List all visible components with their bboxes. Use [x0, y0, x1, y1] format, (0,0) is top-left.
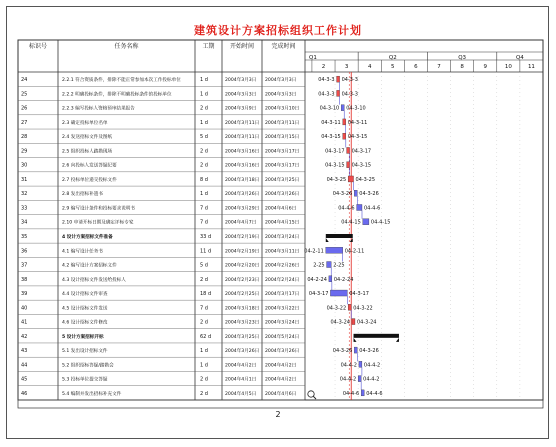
cell-start: 2004年3月18日: [225, 177, 260, 183]
bar-finish-label: 04-4-15: [370, 219, 391, 226]
cell-duration: 1 d: [200, 77, 208, 84]
bar-start-label: 04-3-17: [325, 148, 345, 155]
header-task: 任务名称: [114, 43, 139, 50]
cell-duration: 2 d: [200, 105, 208, 112]
cell-id: 36: [21, 248, 28, 255]
cell-start: 2004年3月26日: [225, 349, 260, 355]
cell-start: 2004年2月23日: [225, 277, 260, 283]
cell-task-name: 2.6 向投标人发送答疑纪要: [62, 163, 117, 169]
month-label: 2: [321, 64, 326, 70]
quarter-label: Q2: [388, 55, 397, 61]
cell-start: 2004年3月11日: [225, 120, 260, 126]
bar-finish-label: 04-3-3: [341, 77, 358, 84]
month-label: 7: [437, 64, 441, 70]
cell-task-name: 2.4 发送招标文件及图纸: [62, 135, 113, 141]
bar-start-label: 04-3-11: [321, 119, 341, 126]
month-label: 11: [527, 64, 535, 70]
cell-task-name: 5 设计方案招标开标: [62, 334, 104, 340]
bar-finish-label: 04-3-15: [347, 134, 368, 141]
task-bar: [361, 390, 364, 396]
task-bar: [363, 219, 369, 225]
bar-finish-label: 04-3-17: [349, 291, 369, 298]
cell-task-name: 5.1 发出设计招标文件: [62, 349, 108, 355]
cell-start: 2004年2月19日: [225, 235, 260, 240]
cell-start: 2004年4月5日: [225, 391, 257, 397]
task-bar: [359, 361, 362, 367]
bar-start-label: 04-3-26: [332, 348, 353, 355]
cell-start: 2004年4月1日: [225, 377, 257, 383]
cell-start: 2004年3月29日: [225, 206, 260, 212]
month-label: 10: [504, 64, 512, 70]
cell-finish: 2004年3月17日: [265, 292, 300, 298]
cell-id: 29: [21, 148, 28, 155]
bar-finish-label: 04-2-24: [333, 276, 354, 283]
cell-finish: 2004年3月10日: [265, 106, 300, 112]
cell-duration: 2 d: [200, 390, 208, 397]
bar-start-label: 04-3-24: [330, 319, 350, 326]
cell-start: 2004年3月26日: [225, 192, 260, 198]
bar-start-label: 04-4-15: [341, 219, 361, 226]
summary-bar: [354, 334, 399, 338]
cell-finish: 2004年3月24日: [265, 320, 300, 326]
cell-start: 2004年2月20日: [225, 263, 260, 269]
cell-finish: 2004年3月15日: [265, 135, 300, 141]
cell-start: 2004年3月25日: [225, 334, 260, 340]
cell-id: 43: [21, 348, 28, 355]
bar-start-label: 04-4-2: [339, 376, 357, 383]
header-id: 标识号: [28, 43, 48, 50]
task-bar: [352, 319, 355, 325]
cell-id: 31: [21, 176, 28, 183]
cell-task-name: 2.2.3 编写投标人资格预审结果报告: [62, 106, 135, 112]
bar-finish-label: 04-3-26: [359, 348, 379, 355]
bar-start-label: 04-3-22: [326, 305, 347, 312]
cell-finish: 2004年3月26日: [265, 349, 300, 355]
month-label: 3: [344, 64, 349, 70]
cell-duration: 33 d: [200, 234, 212, 240]
cell-id: 25: [21, 91, 28, 98]
cell-finish: 2004年2月24日: [265, 277, 300, 283]
task-bar: [341, 105, 344, 111]
bar-finish-label: 04-4-2: [363, 362, 381, 369]
cell-id: 39: [21, 291, 28, 298]
page-number: 2: [275, 410, 281, 419]
bar-start-label: 04-3-17: [308, 291, 329, 298]
task-bar: [327, 262, 332, 268]
cell-start: 2004年4月7日: [225, 220, 257, 226]
summary-bar-end-cap: [396, 338, 399, 342]
bar-finish-label: 04-2-11: [344, 248, 365, 255]
bar-finish-label: 04-3-22: [353, 305, 373, 312]
bar-start-label: 04-3-15: [321, 134, 341, 141]
cell-duration: 2 d: [200, 162, 208, 169]
bar-finish-label: 04-3-24: [356, 319, 377, 326]
cell-finish: 2004年3月24日: [265, 235, 300, 240]
month-label: 6: [414, 64, 418, 70]
cell-start: 2004年2月19日: [225, 249, 260, 255]
cell-id: 30: [21, 162, 28, 169]
cell-start: 2004年3月16日: [225, 149, 260, 155]
cell-duration: 2 d: [200, 319, 208, 326]
bar-finish-label: 2-25: [333, 262, 345, 269]
bar-start-label: 04-4-2: [340, 362, 357, 369]
cell-finish: 2004年3月17日: [265, 163, 300, 169]
cell-task-name: 5.2 组织招标答疑/踏勘会: [62, 363, 114, 369]
bar-finish-label: 04-3-15: [351, 162, 372, 169]
cell-finish: 2004年5月24日: [265, 334, 300, 340]
task-bar: [343, 119, 346, 125]
cell-finish: 2004年3月3日: [265, 92, 297, 98]
bar-finish-label: 04-4-2: [363, 376, 380, 383]
cell-duration: 62 d: [200, 333, 212, 340]
bar-finish-label: 04-3-25: [355, 176, 376, 183]
cell-id: 33: [21, 205, 28, 212]
cell-id: 37: [21, 262, 28, 269]
task-bar: [330, 290, 347, 296]
bar-start-label: 04-2-24: [307, 276, 327, 283]
cell-task-name: 2.2.1 符合资质条件，排除不能正常参加本次工作投标单位: [62, 78, 181, 84]
cell-task-name: 2.5 组织投标人踏勘现场: [62, 149, 113, 155]
task-bar: [337, 90, 340, 96]
task-bar: [357, 204, 362, 210]
zoom-icon-handle: [313, 396, 316, 399]
cell-task-name: 5.4 编制并发出招标补充文件: [62, 391, 122, 397]
cell-duration: 1 d: [200, 362, 208, 369]
cell-id: 34: [21, 219, 28, 226]
cell-start: 2004年2月25日: [225, 292, 260, 298]
task-bar: [326, 247, 343, 253]
cell-id: 24: [21, 77, 28, 84]
header-start: 开始时间: [229, 43, 255, 50]
bar-start-label: 04-4-6: [342, 390, 360, 397]
summary-bar: [326, 234, 353, 238]
month-label: 5: [391, 64, 395, 70]
cell-duration: 1 d: [200, 191, 208, 198]
cell-task-name: 4.4 设计招标文件审查: [62, 292, 108, 298]
cell-duration: 2 d: [200, 148, 208, 155]
cell-finish: 2004年3月25日: [265, 177, 300, 183]
cell-id: 27: [21, 119, 28, 126]
bar-start-label: 04-3-10: [319, 105, 340, 112]
cell-task-name: 4.6 设计招标文件修改: [62, 320, 108, 326]
task-bar: [337, 76, 340, 82]
cell-duration: 11 d: [200, 248, 212, 255]
cell-start: 2004年3月23日: [225, 320, 260, 326]
month-label: 9: [483, 64, 487, 70]
bar-start-label: 04-2-11: [304, 248, 324, 255]
bar-finish-label: 04-4-6: [363, 205, 381, 212]
cell-start: 2004年3月3日: [225, 92, 257, 98]
cell-start: 2004年3月3日: [225, 78, 257, 84]
cell-id: 26: [21, 105, 28, 112]
cell-task-name: 2.7 投标单位递交投标文件: [62, 177, 117, 183]
bar-finish-label: 04-3-10: [346, 105, 366, 112]
cell-task-name: 2.3 确定投标单位名单: [62, 120, 108, 126]
header-finish: 完成时间: [271, 43, 296, 50]
quarter-label: Q4: [515, 55, 524, 61]
bar-finish-label: 04-4-6: [366, 390, 383, 397]
cell-duration: 5 d: [200, 134, 208, 141]
cell-duration: 7 d: [200, 305, 208, 312]
bar-finish-label: 04-3-26: [359, 191, 379, 198]
bar-finish-label: 04-3-17: [351, 148, 372, 155]
bar-start-label: 04-3-26: [332, 191, 353, 198]
cell-id: 44: [21, 362, 28, 369]
cell-task-name: 5.3 投标单位提交答疑: [62, 377, 108, 383]
cell-finish: 2004年3月17日: [265, 149, 300, 155]
cell-duration: 8 d: [200, 176, 208, 183]
cell-duration: 5 d: [200, 262, 208, 269]
task-bar: [348, 304, 351, 310]
cell-task-name: 4.5 设计招标文件发送: [62, 306, 108, 312]
bar-finish-label: 04-3-11: [347, 119, 368, 126]
task-bar: [348, 176, 353, 182]
quarter-label: Q1: [309, 55, 317, 61]
cell-task-name: 4.3 设计招标文件发送给投标人: [62, 277, 126, 283]
bar-start-label: 2-25: [313, 262, 325, 269]
quarter-label: Q3: [458, 55, 467, 61]
month-label: 4: [367, 64, 372, 70]
task-bar: [358, 376, 361, 382]
cell-task-name: 2.2.2 明确投标条件，排除不明确投标条件的投标单位: [62, 92, 172, 98]
cell-id: 28: [21, 134, 28, 141]
cell-start: 2004年3月16日: [225, 163, 260, 169]
cell-id: 42: [21, 333, 28, 340]
cell-finish: 2004年3月3日: [265, 78, 297, 84]
cell-task-name: 2.10 申请开标日期及确定评标专家: [62, 220, 134, 226]
footer-strip: [18, 400, 543, 408]
cell-task-name: 4.1 编写设计任务书: [62, 249, 103, 255]
cell-duration: 1 d: [200, 348, 208, 355]
cell-start: 2004年4月2日: [225, 363, 257, 369]
cell-finish: 2004年3月11日: [265, 249, 300, 255]
cell-task-name: 4.2 编写设计方案招标文件: [62, 263, 117, 269]
task-bar: [347, 162, 350, 168]
cell-finish: 2004年3月22日: [265, 306, 300, 312]
cell-finish: 2004年4月2日: [265, 363, 297, 369]
cell-duration: 18 d: [200, 291, 212, 298]
cell-id: 38: [21, 276, 28, 283]
bar-finish-label: 04-3-3: [341, 91, 358, 98]
cell-finish: 2004年4月2日: [265, 377, 297, 383]
cell-finish: 2004年3月26日: [265, 192, 300, 198]
cell-id: 35: [21, 234, 28, 240]
summary-bar-start-cap: [326, 238, 329, 242]
cell-task-name: 4 设计方案招标文件准备: [62, 235, 113, 240]
cell-start: 2004年3月11日: [225, 135, 260, 141]
cell-duration: 1 d: [200, 91, 208, 98]
bar-start-label: 04-3-25: [326, 176, 347, 183]
cell-duration: 1 d: [200, 119, 208, 126]
cell-duration: 2 d: [200, 376, 208, 383]
cell-duration: 7 d: [200, 205, 208, 212]
cell-start: 2004年3月18日: [225, 306, 260, 312]
summary-bar-start-cap: [354, 338, 357, 342]
cell-finish: 2004年4月15日: [265, 220, 300, 226]
cell-finish: 2004年2月26日: [265, 263, 300, 269]
cell-finish: 2004年4月6日: [265, 391, 297, 397]
bar-start-label: 04-3-15: [325, 162, 345, 169]
task-bar: [354, 190, 357, 196]
cell-task-name: 2.8 发出招标补遗书: [62, 192, 103, 198]
task-bar: [343, 133, 346, 139]
cell-id: 46: [21, 390, 28, 397]
cell-id: 40: [21, 305, 28, 312]
bar-start-label: 04-3-3: [318, 77, 335, 84]
cell-duration: 2 d: [200, 276, 208, 283]
task-bar: [354, 347, 357, 353]
bar-start-label: 04-3-3: [318, 91, 335, 98]
cell-start: 2004年3月9日: [225, 106, 257, 112]
task-bar: [329, 276, 332, 282]
task-bar: [347, 147, 350, 153]
cell-finish: 2004年3月11日: [265, 120, 300, 126]
cell-task-name: 2.9 编写设计条件和投标要求说明书: [62, 206, 136, 212]
cell-duration: 7 d: [200, 219, 208, 226]
header-duration: 工期: [202, 43, 215, 50]
month-label: 8: [460, 64, 464, 70]
cell-id: 45: [21, 376, 28, 383]
page-title: 建筑设计方案招标组织工作计划: [194, 24, 362, 37]
cell-id: 32: [21, 191, 28, 198]
bar-start-label: 04-4-6: [338, 205, 355, 212]
cell-id: 41: [21, 319, 28, 326]
cell-finish: 2004年4月6日: [265, 206, 297, 212]
